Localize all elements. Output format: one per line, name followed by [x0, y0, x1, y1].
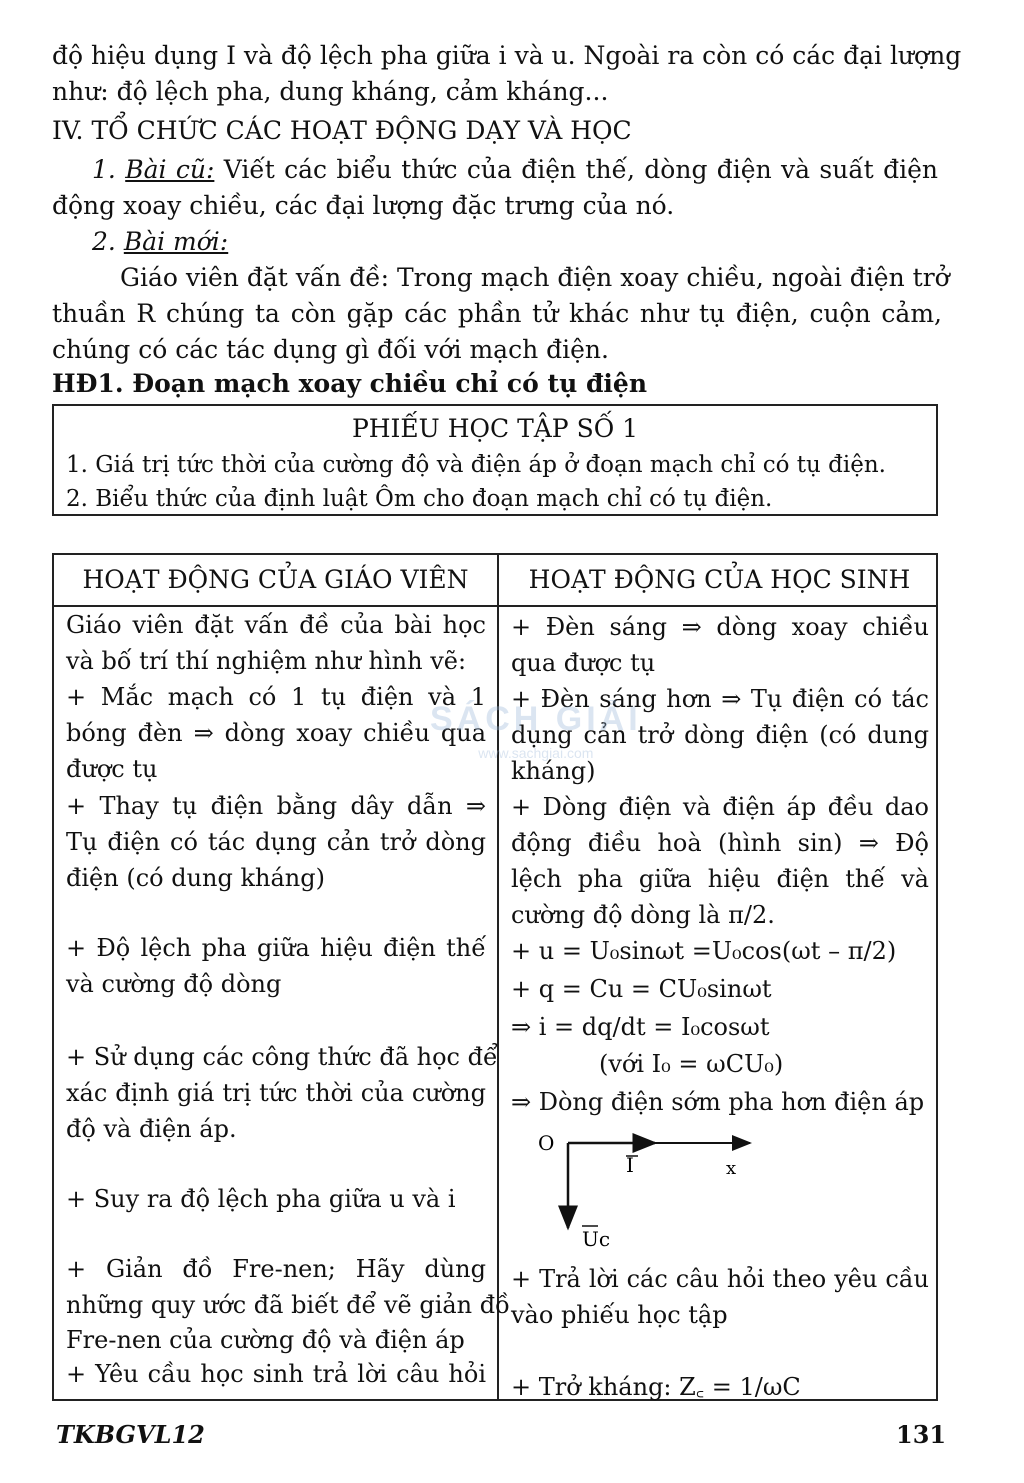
- table-column-divider: [497, 555, 499, 1399]
- activity-heading: HĐ1. Đoạn mạch xoay chiều chỉ có tụ điện: [52, 369, 648, 398]
- watermark-logo: [430, 700, 642, 761]
- teacher-line: + Suy ra độ lệch pha giữa u và i: [66, 1185, 456, 1213]
- intro-line-1: độ hiệu dụng I và độ lệch pha giữa i và u. Ngoài ra còn có các đại lượng: [52, 41, 962, 70]
- teacher-column-header: HOẠT ĐỘNG CỦA GIÁO VIÊN: [82, 565, 469, 594]
- student-line: động điều hoà (hình sin) ⇒ Độ: [511, 829, 929, 857]
- student-line: (với I₀ = ωCU₀): [599, 1050, 784, 1078]
- teacher-line: Fre-nen của cường độ và điện áp: [66, 1326, 465, 1354]
- new-lesson-para-3: chúng có các tác dụng gì đối với mạch điện.: [52, 335, 609, 364]
- student-line: qua được tụ: [511, 649, 656, 677]
- old-lesson-text-1: Viết các biểu thức của điện thế, dòng điện và suất điện: [223, 155, 938, 184]
- student-line: dụng cản trở dòng điện (có dung: [511, 721, 929, 749]
- worksheet-item-2: 2. Biểu thức của định luật Ôm cho đoạn mạch chỉ có tụ điện.: [66, 486, 773, 512]
- worksheet-box: [52, 404, 938, 516]
- worksheet-item-1: 1. Giá trị tức thời của cường độ và điện áp ở đoạn mạch chỉ có tụ điện.: [66, 452, 886, 478]
- axis-label: x: [726, 1158, 737, 1179]
- page-number: 131: [896, 1420, 947, 1449]
- teacher-line: Tụ điện có tác dụng cản trở dòng: [66, 828, 486, 856]
- student-column-header: HOẠT ĐỘNG CỦA HỌC SINH: [528, 565, 911, 594]
- old-lesson-label: Bài cũ:: [125, 155, 215, 184]
- footer-book-code: TKBGVL12: [56, 1420, 205, 1449]
- new-lesson-num: 2.: [92, 227, 116, 256]
- teacher-line: Giáo viên đặt vấn đề của bài học: [66, 611, 486, 639]
- teacher-line: điện (có dung kháng): [66, 864, 325, 892]
- watermark-url: www.sachgiai.com: [478, 745, 594, 761]
- old-lesson-line-1: [92, 152, 938, 188]
- student-line: + Trả lời các câu hỏi theo yêu cầu: [511, 1265, 929, 1293]
- student-line: + q = Cu = CU₀sinωt: [511, 975, 772, 1003]
- student-line: ⇒ i = dq/dt = I₀cosωt: [511, 1013, 770, 1041]
- student-line: lệch pha giữa hiệu điện thế và: [511, 865, 929, 893]
- student-line: vào phiếu học tập: [511, 1301, 728, 1329]
- teacher-line: xác định giá trị tức thời của cường: [66, 1079, 486, 1107]
- teacher-line: + Độ lệch pha giữa hiệu điện thế: [66, 934, 486, 962]
- teacher-line: và cường độ dòng: [66, 970, 282, 998]
- new-lesson-para-1: Giáo viên đặt vấn đề: Trong mạch điện xoay chiều, ngoài điện trở: [120, 263, 950, 292]
- student-line: + Đèn sáng hơn ⇒ Tụ điện có tác: [511, 685, 929, 713]
- student-line: + Đèn sáng ⇒ dòng xoay chiều: [511, 613, 929, 641]
- student-line: + u = U₀sinωt =U₀cos(ωt – π/2): [511, 937, 897, 965]
- teacher-line: + Yêu cầu học sinh trả lời câu hỏi: [66, 1360, 486, 1388]
- teacher-line: được tụ: [66, 755, 158, 783]
- student-line: cường độ dòng là π/2.: [511, 901, 775, 929]
- activity-table: [52, 553, 938, 1401]
- teacher-line: những quy ước đã biết để vẽ giản đồ: [66, 1291, 510, 1319]
- section-heading: IV. TỔ CHỨC CÁC HOẠT ĐỘNG DẠY VÀ HỌC: [52, 116, 632, 145]
- old-lesson-line-2: động xoay chiều, các đại lượng đặc trưng của nó.: [52, 191, 675, 220]
- teacher-line: + Thay tụ điện bằng dây dẫn ⇒: [66, 792, 486, 820]
- teacher-line: và bố trí thí nghiệm như hình vẽ:: [66, 647, 467, 675]
- student-line: ⇒ Dòng điện sớm pha hơn điện áp: [511, 1088, 925, 1116]
- watermark-brand: SÁCH GIẢI: [430, 700, 642, 738]
- teacher-line: độ và điện áp.: [66, 1115, 237, 1143]
- voltage-label: Uc: [582, 1227, 611, 1251]
- worksheet-title: PHIẾU HỌC TẬP SỐ 1: [351, 414, 639, 443]
- fresnel-diagram: [530, 1128, 780, 1258]
- current-label: I: [626, 1153, 634, 1177]
- teacher-line: + Giản đồ Fre-nen; Hãy dùng: [66, 1255, 486, 1283]
- teacher-line: + Sử dụng các công thức đã học để: [66, 1043, 498, 1071]
- new-lesson-label: Bài mới:: [123, 227, 229, 256]
- student-line: + Trở kháng: Z꜀ = 1/ωC: [511, 1373, 801, 1401]
- student-line: kháng): [511, 757, 596, 785]
- new-lesson-label-line: [92, 224, 228, 260]
- teacher-line: + Mắc mạch có 1 tụ điện và 1: [66, 683, 486, 711]
- student-line: + Dòng điện và điện áp đều dao: [511, 793, 929, 821]
- old-lesson-num: 1.: [92, 155, 116, 184]
- teacher-line: bóng đèn ⇒ dòng xoay chiều qua: [66, 719, 486, 747]
- intro-line-2: như: độ lệch pha, dung kháng, cảm kháng...: [52, 77, 609, 106]
- diagram-origin-label: O: [538, 1131, 555, 1155]
- new-lesson-para-2: thuần R chúng ta còn gặp các phần tử khác như tụ điện, cuộn cảm,: [52, 299, 942, 328]
